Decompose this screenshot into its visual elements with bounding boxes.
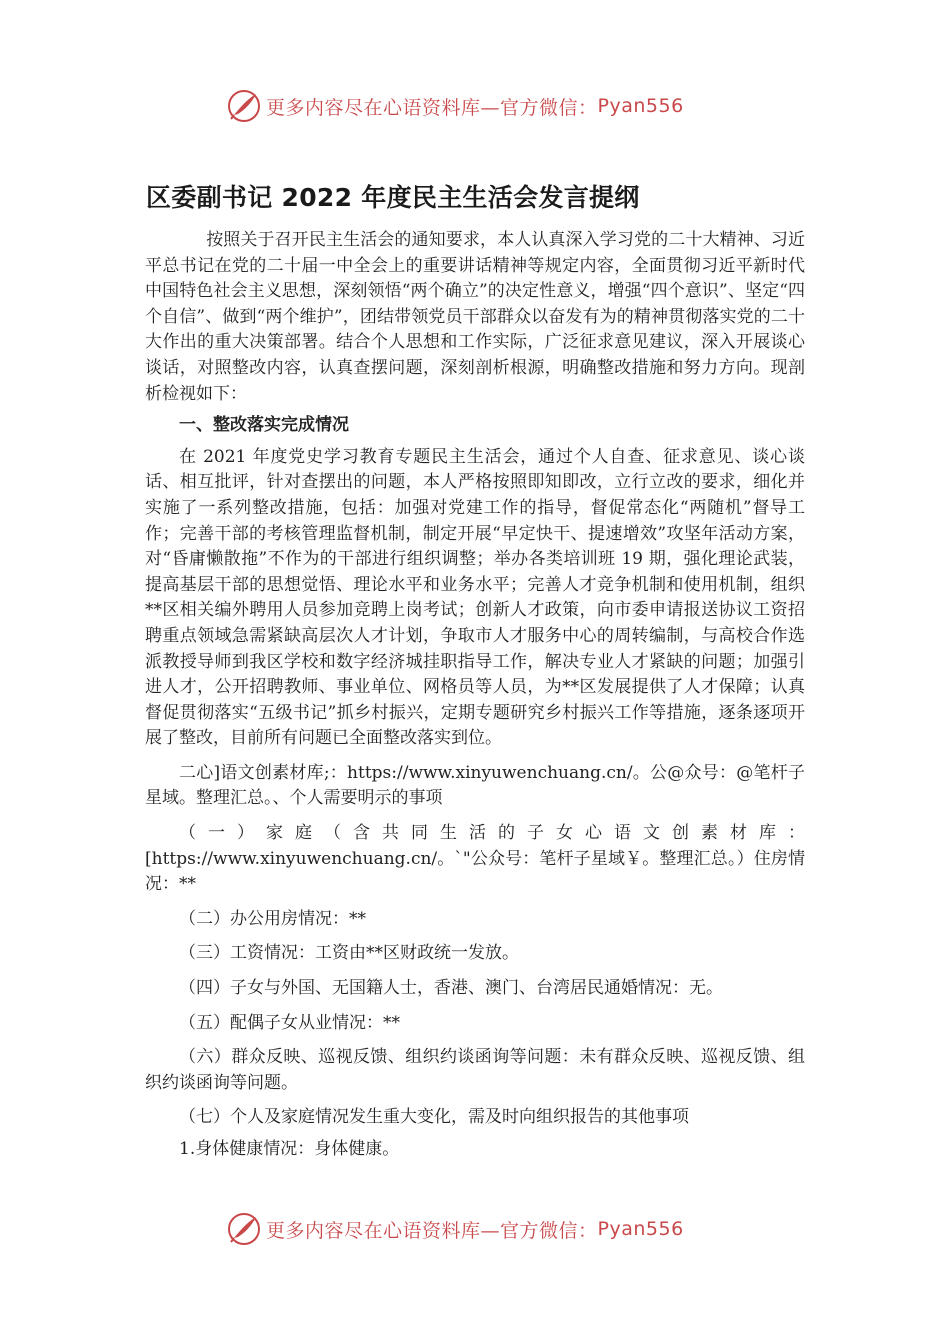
list-item: （三）工资情况：工资由**区财政统一发放。 xyxy=(179,943,519,964)
section2-line: 二心]语文创素材库;：https://www.xinyuwenchuang.cn/。公@众号：@笔杆子星域。整理汇总。、个人需要明示的事项 xyxy=(145,762,805,809)
footer-banner xyxy=(226,1209,746,1249)
section-heading-1: 一、整改落实完成情况 xyxy=(179,415,349,436)
list-item: （五）配偶子女从业情况：** xyxy=(179,1012,400,1033)
banner-text: 更多内容尽在心语资料库—官方微信： xyxy=(266,1219,598,1242)
section1-paragraph: 在 2021 年度党史学习教育专题民主生活会，通过个人自查、征求意见、谈心谈话、相互批评，针对查摆出的问题，本人严格按照即知即改，立行立改的要求，细化并实施了一系列整改措施，包括：加强对党建工作的指导，督促常态化“两随机”督导工作；完善干部的考核管理监督机制，制定开展“早定快干、提速增效”攻坚年活动方案，对“昏庸懒散拖”不作为的干部进行组织调整；举办各类培训班 19 期，强化理论武装，提高基层干部的思想觉悟、理论水平和业务水平；完善人才竞争机制和使用机制，组织**区相关编外聘用人员参加竞聘上岗考试；创新人才政策，向市委申请报送协议工资招聘重点领域急需紧缺高层次人才计划，争取市人才服务中心的周转编制，与高校合作选派教授导师到我区学校和数字经济城挂职指导工作，解决专业人才紧缺的问题；加强引进人才，公开招聘教师、事业单位、网格员等人员，为**区发展提供了人才保障；认真督促贯彻落实“五级书记”抓乡村振兴，定期专题研究乡村振兴工作等措施，逐条逐项开展了整改，目前所有问题已全面整改落实到位。 xyxy=(145,446,805,749)
list-item: （四）子女与外国、无国籍人士，香港、澳门、台湾居民通婚情况：无。 xyxy=(179,978,723,999)
list-item: （一）家庭（含共同生活的子女心语文创素材库：[https://www.xinyuwenchuang.cn/。`"公众号：笔杆子星域￥。整理汇总。）住房情况：** xyxy=(145,823,805,895)
quill-pen-icon xyxy=(226,88,262,124)
quill-pen-icon xyxy=(226,1211,262,1247)
list-item: （二）办公用房情况：** xyxy=(179,908,366,929)
intro-paragraph: 按照关于召开民主生活会的通知要求，本人认真深入学习党的二十大精神、习近平总书记在党的二十届一中全会上的重要讲话精神等规定内容，全面贯彻习近平新时代中国特色社会主义思想，深刻领悟“两个确立”的决定性意义，增强“四个意识”、坚定“四个自信”、做到“两个维护”，团结带领党员干部群众以奋发有为的精神贯彻落实党的二十大作出的重大决策部署。结合个人思想和工作实际，广泛征求意见建议，深入开展谈心谈话，对照整改内容，认真查摆问题，深刻剖析根源，明确整改措施和努力方向。现剖析检视如下： xyxy=(145,230,805,404)
document-body xyxy=(145,228,805,1163)
banner-text: 更多内容尽在心语资料库—官方微信： xyxy=(266,96,598,119)
header-banner xyxy=(226,86,746,126)
banner-wechat-id: Pyan556 xyxy=(597,1218,684,1240)
page-title: 区委副书记 2022 年度民主生活会发言提纲 xyxy=(146,183,640,212)
banner-wechat-id: Pyan556 xyxy=(597,95,684,117)
list-subitem: 1.身体健康情况：身体健康。 xyxy=(179,1139,400,1159)
list-item: （七）个人及家庭情况发生重大变化，需及时向组织报告的其他事项 xyxy=(179,1107,689,1128)
list-item: （六）群众反映、巡视反馈、组织约谈函询等问题：未有群众反映、巡视反馈、组织约谈函询等问题。 xyxy=(145,1047,805,1093)
